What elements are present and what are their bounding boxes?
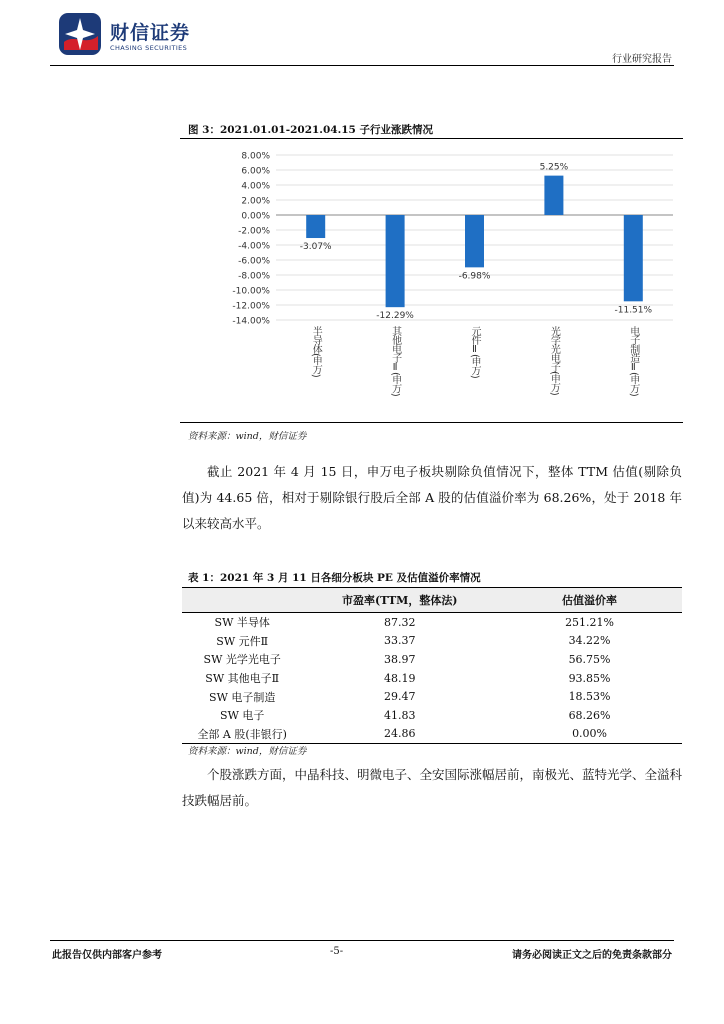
x-category-label: 电子制造Ⅱ(申万)	[627, 326, 639, 396]
bar-value-label: -11.51%	[614, 305, 653, 316]
x-category-label: 元件Ⅱ(申万)	[469, 326, 480, 378]
table-cell-premium: 251.21%	[565, 615, 615, 629]
table-header-cell	[182, 588, 302, 613]
table-cell-pe: 33.37	[384, 634, 416, 648]
bar-chart	[180, 142, 683, 422]
bar	[306, 215, 325, 238]
table-cell-pe: 24.86	[302, 725, 497, 744]
x-category-label: 半导体(申万)	[310, 326, 322, 377]
figure-top-rule	[180, 138, 683, 139]
table-cell-premium: 18.53%	[568, 690, 611, 704]
y-tick-label: -8.00%	[238, 271, 270, 282]
table-row	[182, 706, 682, 725]
company-logo	[58, 12, 208, 56]
y-tick-label: -12.00%	[232, 301, 270, 312]
y-tick-label: 4.00%	[241, 181, 270, 192]
table-cell-premium: 68.26%	[568, 708, 611, 722]
bar	[386, 215, 405, 307]
figure-source: 资料来源：wind，财信证券	[188, 431, 307, 442]
y-tick-label: -14.00%	[232, 316, 270, 327]
table-row	[182, 650, 682, 669]
figure-bottom-rule	[180, 422, 683, 423]
logo-mark-icon	[58, 12, 102, 56]
report-type: 行业研究报告	[612, 54, 672, 65]
table-row	[182, 687, 682, 706]
body-paragraph: 截止 2021 年 4 月 15 日，申万电子板块剔除负值情况下，整体 TTM 估值(剔除负值)为 44.65 倍，相对于剔除银行股后全部 A 股的估值溢价率为 68.26%，处于 2018 年以来较高水平。	[182, 464, 682, 531]
table-row	[182, 613, 682, 632]
table-cell-pe: 48.19	[384, 671, 416, 685]
y-tick-label: 8.00%	[241, 151, 270, 162]
bar-value-label: -6.98%	[458, 271, 491, 282]
logo-text-cn: 财信证券	[110, 22, 191, 44]
bar-value-label: 5.25%	[539, 162, 569, 173]
table-cell-sector: SW 电子	[220, 709, 265, 723]
table-cell-pe: 41.83	[384, 708, 416, 722]
y-tick-label: 0.00%	[241, 211, 270, 222]
footer-divider	[50, 940, 674, 941]
header-divider	[50, 65, 674, 66]
table-title: 表 1：2021 年 3 月 11 日各细分板块 PE 及估值溢价率情况	[188, 572, 481, 584]
table-cell-premium: 56.75%	[568, 652, 611, 666]
table-source: 资料来源：wind，财信证券	[188, 746, 307, 757]
bar	[465, 215, 484, 267]
y-tick-label: 6.00%	[241, 166, 270, 177]
pe-table	[182, 587, 682, 744]
table-header-cell: 市盈率(TTM，整体法)	[302, 588, 497, 613]
y-tick-label: -4.00%	[238, 241, 270, 252]
x-category-label: 其他电子Ⅱ(申万)	[389, 326, 401, 396]
table-cell-pe: 87.32	[384, 615, 416, 629]
table-header-cell: 估值溢价率	[497, 588, 682, 613]
logo-text-en: CHASING SECURITIES	[110, 44, 188, 52]
table-row	[182, 632, 682, 651]
body-paragraph-2: 个股涨跌方面，中晶科技、明微电子、全安国际涨幅居前，南极光、蓝特光学、全溢科技跌幅居前。	[182, 767, 683, 808]
bar	[544, 176, 563, 215]
table-header-row	[182, 588, 682, 613]
table-cell-sector: SW 元件Ⅱ	[216, 634, 269, 648]
table-cell-sector: SW 半导体	[214, 616, 270, 630]
footer-notice: 请务必阅读正文之后的免责条款部分	[512, 950, 672, 961]
x-category-label: 光学光电子(申万)	[548, 326, 560, 395]
page-number: -5-	[330, 946, 344, 957]
table-row	[182, 725, 682, 744]
bar-value-label: -12.29%	[376, 311, 414, 322]
y-tick-label: -10.00%	[232, 286, 270, 297]
footer-disclaimer: 此报告仅供内部客户参考	[52, 950, 162, 961]
bar-value-label: -3.07%	[299, 242, 332, 253]
y-tick-label: -2.00%	[238, 226, 270, 237]
table-cell-pe: 38.97	[384, 652, 416, 666]
table-cell-premium: 93.85%	[568, 671, 611, 685]
table-cell-pe: 29.47	[384, 690, 416, 704]
table-cell-premium: 0.00%	[497, 725, 682, 744]
table-cell-sector: SW 其他电子Ⅱ	[205, 672, 280, 686]
table-cell-sector: SW 电子制造	[209, 690, 276, 704]
table-cell-premium: 34.22%	[568, 634, 611, 648]
figure-title: 图 3：2021.01.01-2021.04.15 子行业涨跌情况	[188, 124, 433, 136]
table-row	[182, 669, 682, 688]
table-cell-sector: SW 光学光电子	[203, 653, 281, 667]
y-tick-label: 2.00%	[241, 196, 270, 207]
bar	[624, 215, 643, 301]
y-tick-label: -6.00%	[238, 256, 270, 267]
table-cell-sector: 全部 A 股(非银行)	[182, 725, 302, 744]
